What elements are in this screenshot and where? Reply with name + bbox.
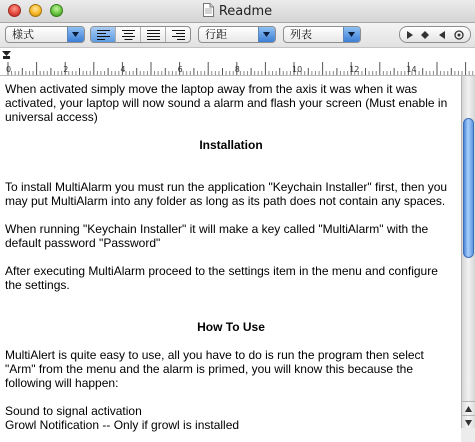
- right-tab-icon[interactable]: [405, 30, 415, 40]
- arrow-up-icon: [465, 406, 472, 412]
- install-paragraph-2: When running "Keychain Installer" it will make a key called "MultiAlarm" with the default password "Password": [5, 222, 429, 250]
- list-popup[interactable]: [283, 26, 361, 43]
- list-popup-label: 列表: [290, 28, 312, 41]
- format-toolbar: [0, 23, 475, 48]
- decimal-tab-icon[interactable]: [454, 30, 464, 40]
- align-right-button[interactable]: [166, 27, 191, 42]
- tab-stops-control: [399, 26, 471, 43]
- install-paragraph-3: After executing MultiAlarm proceed to the settings item in the menu and configure the settings.: [5, 264, 438, 292]
- style-popup-label: 様式: [12, 28, 34, 41]
- scroll-down-button[interactable]: [462, 415, 475, 429]
- ruler-label: 8: [234, 65, 240, 74]
- left-indent-marker[interactable]: [3, 56, 10, 59]
- center-tab-icon[interactable]: [420, 30, 430, 40]
- align-justify-button[interactable]: [141, 27, 166, 42]
- vertical-scrollbar[interactable]: [461, 76, 475, 442]
- line-spacing-popup-label: 行距: [205, 28, 227, 41]
- how-to-use-heading: How To Use: [197, 320, 265, 334]
- list-popup-arrow-icon: [343, 27, 360, 42]
- alignment-segmented-control: [90, 26, 191, 43]
- style-popup[interactable]: [5, 26, 85, 43]
- first-line-indent-marker[interactable]: [2, 51, 11, 56]
- ruler[interactable]: [0, 48, 475, 76]
- ruler-label: 0: [6, 65, 12, 74]
- title-bar[interactable]: [0, 0, 475, 23]
- ruler-label: 12: [349, 65, 360, 74]
- ruler-label: 14: [406, 65, 417, 74]
- how-to-use-paragraph: MultiAlert is quite easy to use, all you have to do is run the program then select "Arm" from the menu and the alarm is primed, you will know this because the following will happen:: [5, 348, 424, 390]
- list-item: Growl Notification -- Only if growl is installed: [5, 418, 240, 432]
- ruler-label: 2: [63, 65, 69, 74]
- window-title: Readme: [218, 4, 273, 19]
- align-right-icon: [172, 29, 185, 40]
- arrow-down-icon: [465, 420, 472, 426]
- scroll-up-button[interactable]: [462, 401, 475, 415]
- ruler-label: 6: [177, 65, 183, 74]
- scroll-thumb[interactable]: [463, 118, 474, 258]
- align-left-icon: [97, 29, 110, 40]
- list-item: Sound to signal activation: [5, 404, 142, 418]
- style-popup-arrow-icon: [67, 27, 84, 42]
- left-tab-icon[interactable]: [437, 30, 447, 40]
- ruler-label: 4: [120, 65, 126, 74]
- installation-heading: Installation: [199, 138, 263, 152]
- align-left-button[interactable]: [91, 27, 116, 42]
- ruler-label: 10: [292, 65, 303, 74]
- line-spacing-popup[interactable]: [198, 26, 276, 43]
- align-justify-icon: [147, 29, 160, 40]
- align-center-icon: [122, 29, 135, 40]
- window-title-area: [0, 3, 475, 19]
- document-text[interactable]: [5, 82, 457, 432]
- document-icon: [203, 3, 214, 17]
- align-center-button[interactable]: [116, 27, 141, 42]
- line-spacing-popup-arrow-icon: [258, 27, 275, 42]
- intro-paragraph: When activated simply move the laptop away from the axis it was when it was activated, your laptop will now sound a alarm and flash your screen (Must enable in universal access): [5, 82, 448, 124]
- document-area[interactable]: [0, 76, 461, 442]
- resize-corner[interactable]: [461, 428, 475, 442]
- install-paragraph-1: To install MultiAlarm you must run the application "Keychain Installer" first, then you may put MultiAlarm into any folder as long as its path does not contain any spaces.: [5, 180, 448, 208]
